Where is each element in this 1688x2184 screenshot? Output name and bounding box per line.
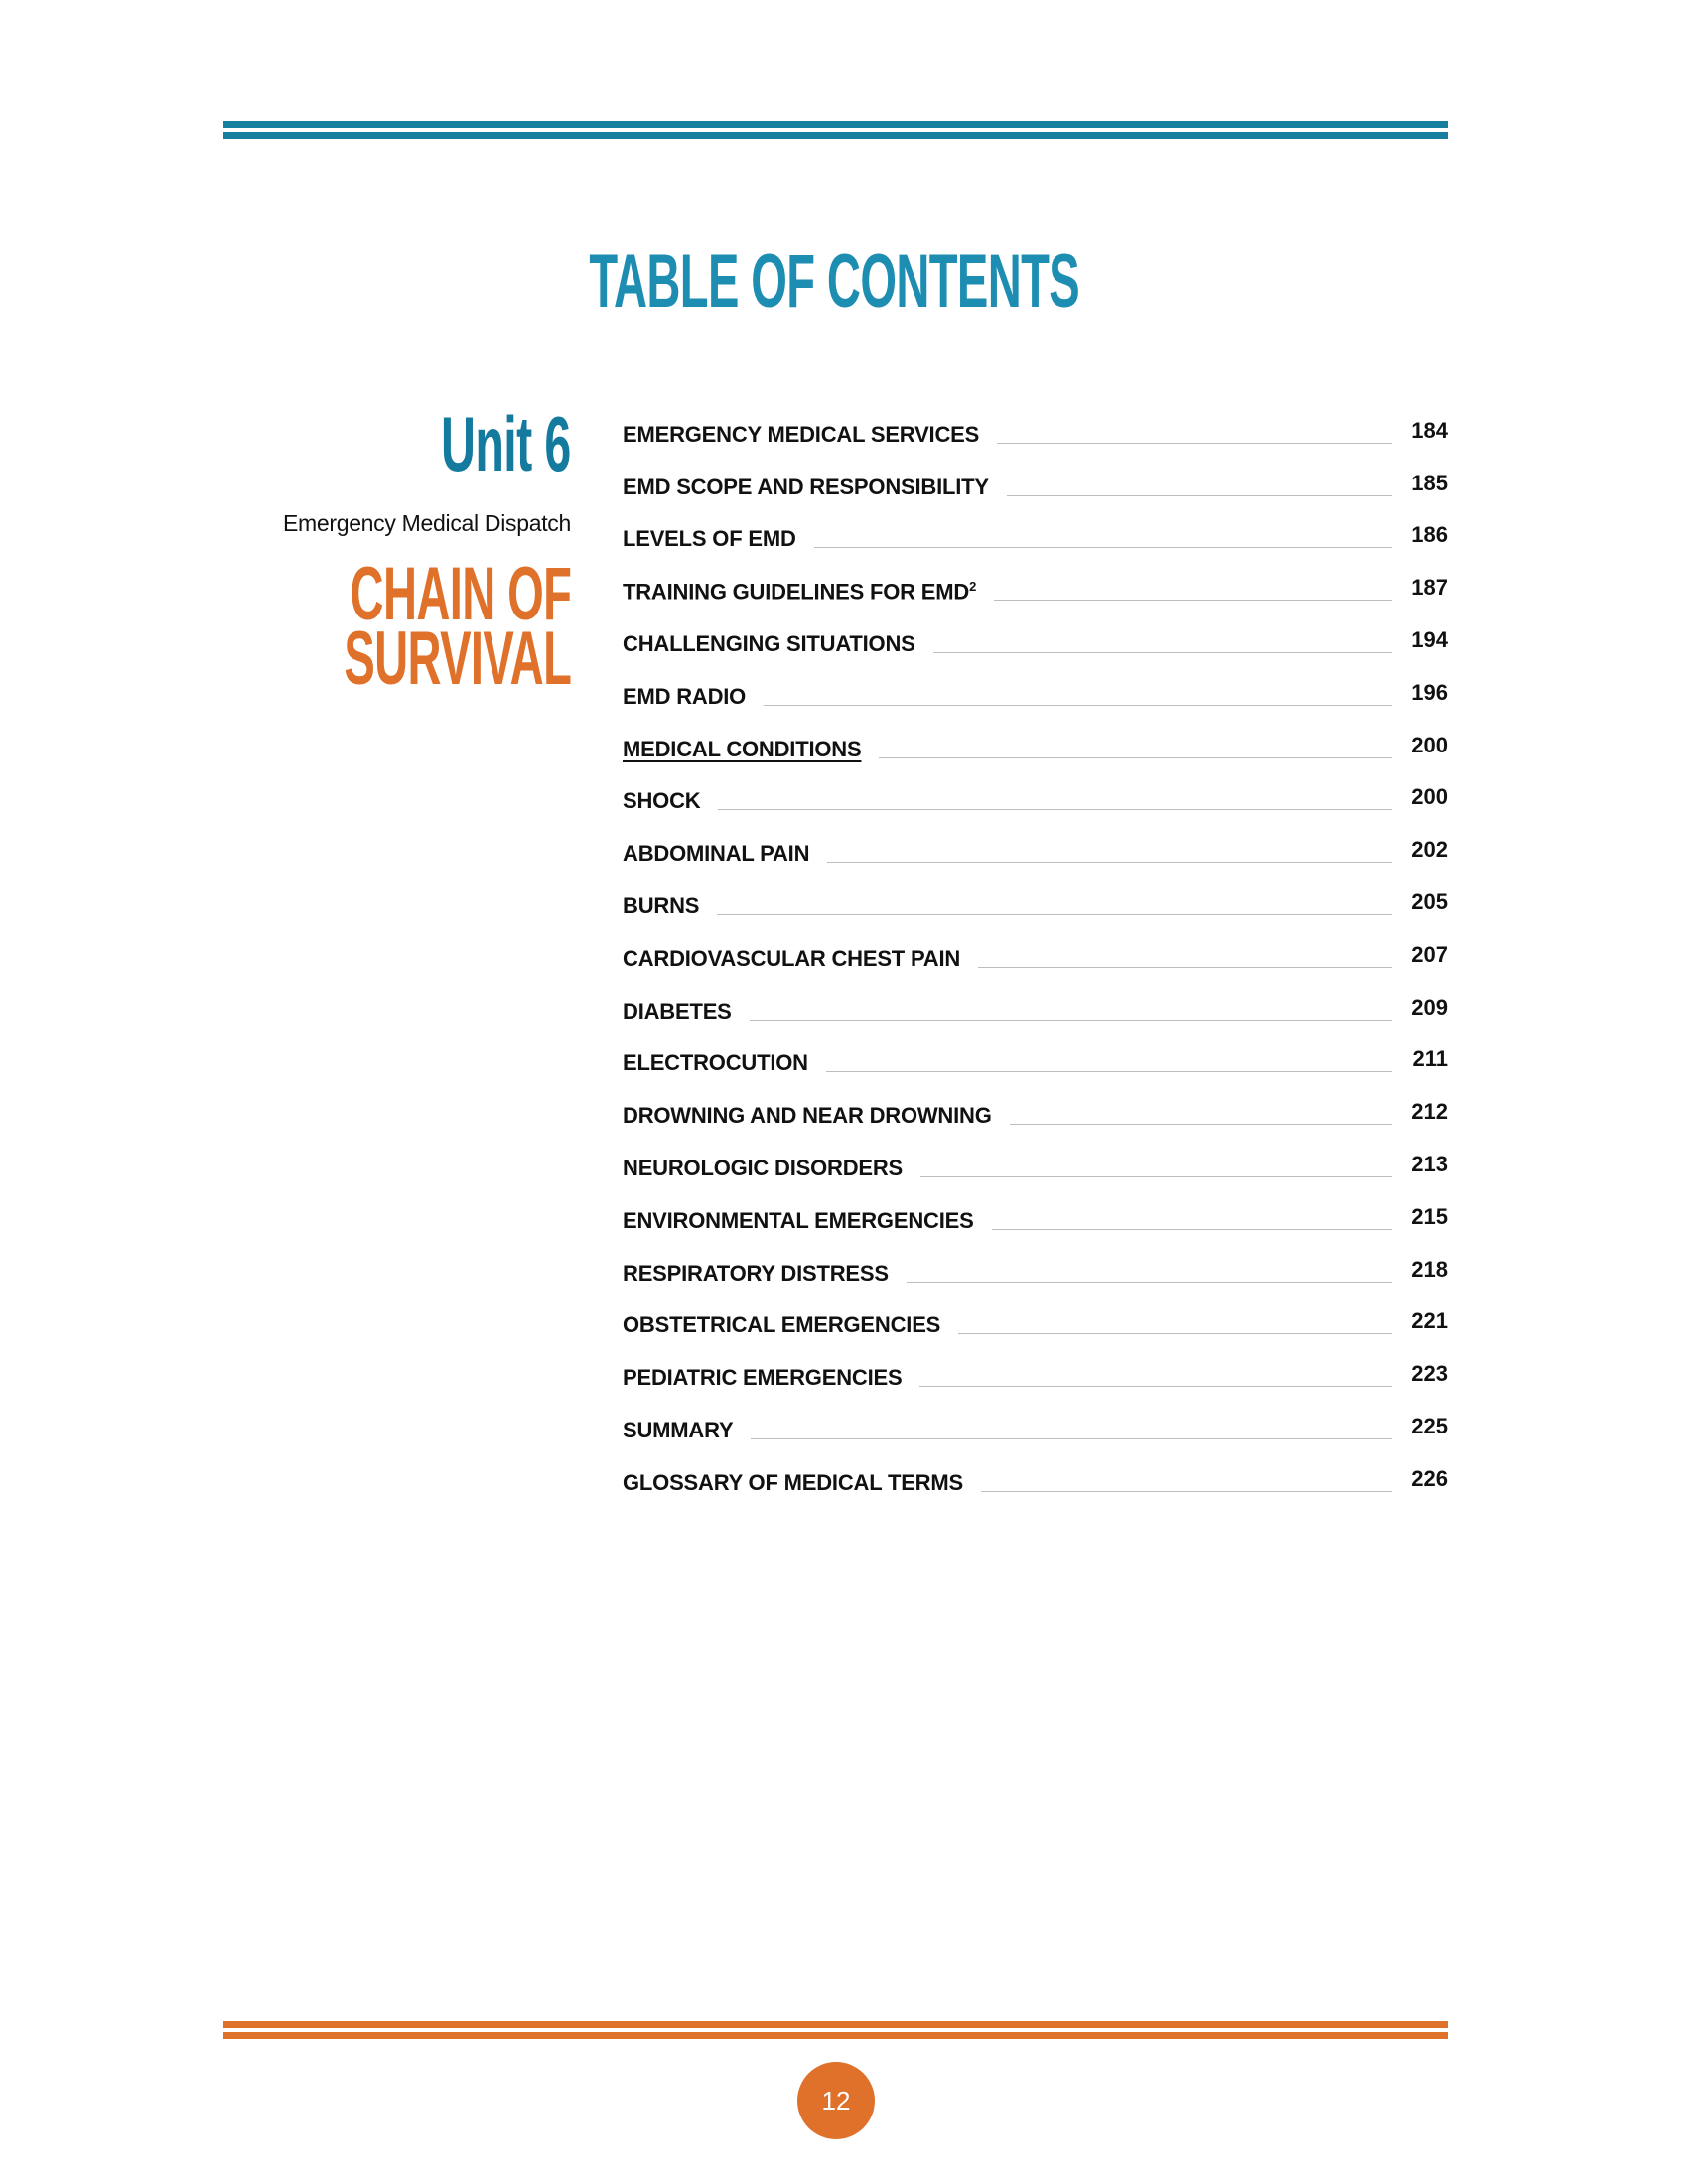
- toc-entry-text: SUMMARY: [623, 1417, 734, 1442]
- toc-entry-text: ENVIRONMENTAL EMERGENCIES: [623, 1207, 974, 1233]
- toc-leader-line: [919, 1386, 1392, 1387]
- toc-entry[interactable]: [623, 1352, 1448, 1405]
- toc-entry-label[interactable]: [623, 788, 700, 828]
- page-number-badge: 12: [797, 2062, 875, 2139]
- toc-leader-line: [826, 1071, 1392, 1072]
- toc-entry-text: ABDOMINAL PAIN: [623, 841, 810, 867]
- toc-entry-label[interactable]: [623, 999, 732, 1038]
- toc-entry-page: 209: [1411, 994, 1448, 1020]
- toc-entry-page: 226: [1411, 1465, 1448, 1491]
- toc-entry-label[interactable]: [623, 1365, 902, 1405]
- toc-entry-page: 185: [1411, 470, 1448, 495]
- footer-rule-top: [223, 2021, 1448, 2028]
- toc-entry-label[interactable]: [623, 631, 915, 671]
- toc-entry-superscript: 2: [969, 578, 977, 594]
- toc-leader-line: [920, 1176, 1392, 1177]
- toc-entry-page: 207: [1411, 941, 1448, 967]
- toc-entry-label[interactable]: [623, 893, 699, 933]
- toc-leader-line: [992, 1229, 1392, 1230]
- toc-entry-text: GLOSSARY OF MEDICAL TERMS: [623, 1469, 963, 1495]
- toc-entry[interactable]: [623, 514, 1448, 567]
- toc-entry-label[interactable]: [623, 422, 979, 462]
- toc-entry-text: EMD RADIO: [623, 683, 747, 709]
- toc-entry-page: 202: [1411, 837, 1448, 863]
- toc-leader-line: [1010, 1124, 1392, 1125]
- toc-leader-line: [718, 809, 1392, 810]
- toc-entry-page: 194: [1411, 626, 1448, 652]
- toc-list: [623, 409, 1448, 1510]
- toc-entry-text: CHALLENGING SITUATIONS: [623, 630, 915, 656]
- toc-entry-text: DIABETES: [623, 998, 732, 1024]
- toc-entry[interactable]: [623, 1405, 1448, 1457]
- toc-entry-page: 211: [1412, 1046, 1448, 1072]
- toc-entry-text: EMERGENCY MEDICAL SERVICES: [623, 421, 980, 447]
- toc-entry[interactable]: [623, 828, 1448, 881]
- toc-entry-text: LEVELS OF EMD: [623, 526, 796, 552]
- footer-rule-bottom: [223, 2032, 1448, 2039]
- toc-leader-line: [750, 1020, 1392, 1021]
- unit-label-text: Unit 6: [441, 400, 571, 487]
- toc-entry-text: DROWNING AND NEAR DROWNING: [623, 1103, 992, 1129]
- toc-entry[interactable]: [623, 776, 1448, 829]
- toc-entry-label[interactable]: [623, 1050, 808, 1090]
- toc-entry-label[interactable]: [623, 841, 809, 881]
- toc-entry-label[interactable]: [623, 1261, 889, 1300]
- toc-entry[interactable]: [623, 566, 1448, 618]
- toc-leader-line: [879, 757, 1392, 758]
- toc-entry-label[interactable]: [623, 946, 960, 986]
- toc-entry-page: 184: [1411, 417, 1448, 443]
- toc-entry-page: 200: [1411, 732, 1448, 757]
- toc-entry[interactable]: [623, 986, 1448, 1038]
- toc-leader-line: [751, 1438, 1392, 1439]
- toc-entry-text: ELECTROCUTION: [623, 1050, 808, 1076]
- unit-heading-line2-text: SURVIVAL: [344, 616, 571, 701]
- toc-entry-page: 223: [1411, 1361, 1448, 1387]
- toc-entry-page: 221: [1411, 1308, 1448, 1334]
- toc-entry-label[interactable]: [623, 1312, 940, 1352]
- toc-leader-line: [994, 600, 1392, 601]
- toc-entry[interactable]: [623, 409, 1448, 462]
- toc-entry-text: SHOCK: [623, 788, 701, 814]
- toc-entry[interactable]: [623, 1195, 1448, 1248]
- toc-leader-line: [907, 1282, 1392, 1283]
- page-title-text: TABLE OF CONTENTS: [589, 239, 1079, 324]
- unit-heading-line2: [205, 615, 571, 702]
- toc-entry-page: 225: [1411, 1413, 1448, 1438]
- toc-entry-label[interactable]: [623, 1418, 733, 1457]
- toc-entry-page: 196: [1411, 679, 1448, 705]
- toc-entry[interactable]: [623, 1300, 1448, 1353]
- toc-entry-text: NEUROLOGIC DISORDERS: [623, 1155, 904, 1180]
- toc-entry-text: BURNS: [623, 892, 700, 918]
- toc-entry-label[interactable]: [623, 1208, 974, 1248]
- toc-entry-page: 200: [1411, 784, 1448, 810]
- toc-leader-line: [981, 1491, 1392, 1492]
- toc-leader-line: [958, 1333, 1392, 1334]
- toc-leader-line: [978, 967, 1392, 968]
- toc-entry[interactable]: [623, 1457, 1448, 1510]
- toc-entry-text: RESPIRATORY DISTRESS: [623, 1260, 889, 1286]
- unit-subtitle: Emergency Medical Dispatch: [282, 510, 571, 536]
- toc-entry-page: 186: [1411, 522, 1448, 548]
- toc-leader-line: [933, 652, 1392, 653]
- toc-leader-line: [1007, 495, 1392, 496]
- toc-entry[interactable]: [623, 933, 1448, 986]
- toc-entry-page: 218: [1411, 1256, 1448, 1282]
- toc-entry[interactable]: [623, 618, 1448, 671]
- toc-entry-label[interactable]: [623, 684, 746, 724]
- toc-entry-label[interactable]: [623, 1156, 903, 1195]
- toc-entry[interactable]: [623, 1143, 1448, 1195]
- toc-entry-text: OBSTETRICAL EMERGENCIES: [623, 1312, 941, 1338]
- toc-entry[interactable]: [623, 1248, 1448, 1300]
- header-rule-bottom: [223, 132, 1448, 139]
- toc-entry-text: EMD SCOPE AND RESPONSIBILITY: [623, 474, 989, 499]
- toc-leader-line: [717, 914, 1392, 915]
- toc-entry-label[interactable]: [623, 1103, 992, 1143]
- header-rule-top: [223, 121, 1448, 128]
- toc-entry-page: 205: [1411, 888, 1448, 914]
- toc-entry-page: 187: [1411, 575, 1448, 601]
- unit-heading-line1-text: CHAIN OF: [350, 552, 571, 636]
- toc-entry-label[interactable]: [623, 737, 861, 776]
- toc-entry-page: 213: [1411, 1151, 1448, 1176]
- toc-entry[interactable]: [623, 462, 1448, 514]
- toc-leader-line: [997, 443, 1392, 444]
- toc-entry-label[interactable]: [623, 526, 796, 566]
- toc-entry[interactable]: [623, 671, 1448, 724]
- toc-entry[interactable]: [623, 881, 1448, 933]
- toc-entry[interactable]: [623, 1090, 1448, 1143]
- toc-entry-page: 215: [1411, 1203, 1448, 1229]
- toc-entry-label[interactable]: [623, 1470, 963, 1510]
- toc-entry-page: 212: [1411, 1099, 1448, 1125]
- toc-entry-label[interactable]: [623, 579, 976, 618]
- toc-entry[interactable]: [623, 724, 1448, 776]
- unit-label: [361, 399, 571, 489]
- toc-entry-text: CARDIOVASCULAR CHEST PAIN: [623, 945, 961, 971]
- toc-entry-text: MEDICAL CONDITIONS: [623, 736, 862, 761]
- page-title: [0, 238, 1668, 325]
- toc-leader-line: [814, 547, 1392, 548]
- toc-entry-text: TRAINING GUIDELINES FOR EMD: [623, 579, 970, 605]
- toc-leader-line: [827, 862, 1392, 863]
- toc-leader-line: [764, 705, 1392, 706]
- toc-entry[interactable]: [623, 1038, 1448, 1091]
- toc-entry-label[interactable]: [623, 475, 989, 514]
- toc-entry-text: PEDIATRIC EMERGENCIES: [623, 1365, 903, 1391]
